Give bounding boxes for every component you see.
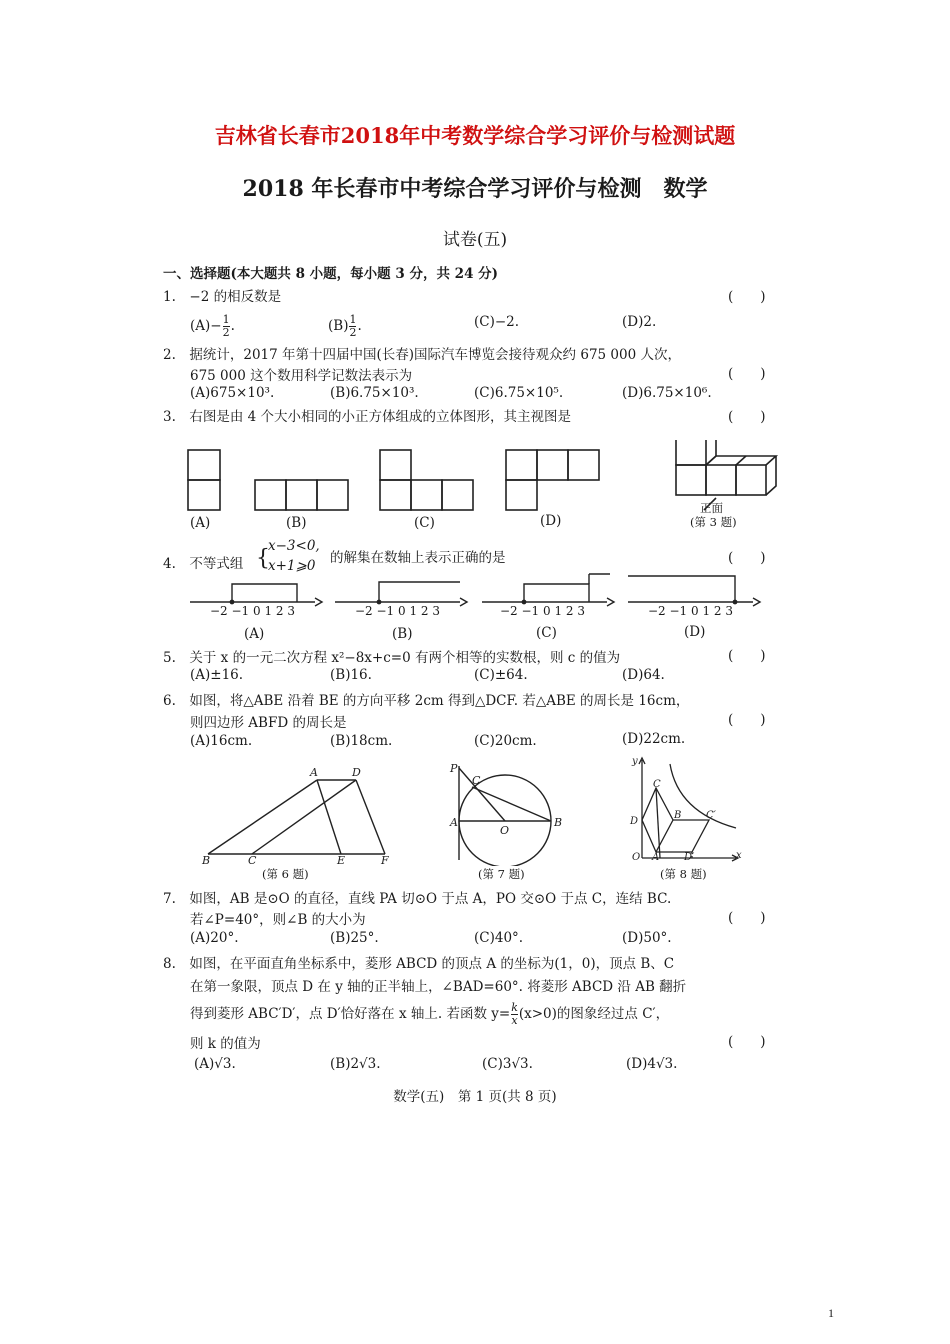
q1-option-b: (B) $\frac{1}{2}$ . bbox=[328, 313, 362, 339]
q4-option-c: (C) bbox=[536, 625, 557, 641]
q4-inequality-2: x+1⩾0 bbox=[268, 558, 316, 574]
q2-option-c: (C)6.75×10⁵. bbox=[474, 385, 564, 401]
fig8-label-a: A bbox=[652, 852, 660, 863]
q6-option-d: (D)22cm. bbox=[622, 731, 686, 747]
q8-stem-line3: 得到菱形 ABC′D′，点 D′恰好落在 x 轴上. 若函数 y= $\frac{k}{x}$ (x>0)的图象经过点 C′， bbox=[190, 1001, 670, 1027]
q7-answer-blank: ( ) bbox=[728, 910, 766, 926]
fig6-label-d: D bbox=[352, 766, 361, 779]
q1-option-c: (C)−2. bbox=[474, 314, 520, 330]
q3-option-c-view bbox=[380, 450, 411, 480]
fig8-label-c: C bbox=[653, 779, 661, 790]
q3-option-d-view bbox=[506, 450, 537, 480]
fig7-caption: (第 7 题) bbox=[478, 867, 525, 881]
q8-stem-line1: 8. 如图，在平面直角坐标系中，菱形 ABCD 的顶点 A 的坐标为(1，0)，顶点 B、C bbox=[163, 956, 675, 972]
fig6-label-f: F bbox=[381, 854, 389, 866]
q3-caption: (第 3 题) bbox=[690, 515, 737, 529]
q8-option-c: (C)3√3. bbox=[482, 1056, 533, 1072]
page-number: 1 bbox=[828, 1306, 834, 1320]
q3-front-label: 正面 bbox=[700, 501, 723, 515]
q2-option-a: (A)675×10³. bbox=[190, 385, 275, 401]
fig6-label-e: E bbox=[337, 854, 346, 866]
q2-option-b: (B)6.75×10³. bbox=[330, 385, 419, 401]
q3-solid-figure bbox=[676, 440, 776, 510]
q3-stem: 3. 右图是由 4 个大小相同的小正方体组成的立体图形，其主视图是 bbox=[163, 409, 572, 425]
q1-answer-blank: ( ) bbox=[728, 289, 766, 305]
q4-option-d: (D) bbox=[684, 624, 706, 640]
q4-ticks-c: −2 −1 0 1 2 3 bbox=[500, 604, 585, 618]
q4-inequality-1: x−3<0, bbox=[268, 538, 320, 554]
q4-answer-blank: ( ) bbox=[728, 550, 766, 566]
fig7-label-a: A bbox=[450, 816, 458, 829]
q1-option-d: (D)2. bbox=[622, 314, 657, 330]
q5-stem: 5. 关于 x 的一元二次方程 x²−8x+c=0 有两个相等的实数根，则 c 的值为 bbox=[163, 650, 621, 666]
exam-title: 2018 年长春市中考综合学习评价与检测 数学 bbox=[242, 176, 708, 202]
q2-option-d: (D)6.75×10⁶. bbox=[622, 385, 712, 401]
fig6-label-c: C bbox=[248, 854, 257, 866]
q4-ticks-a: −2 −1 0 1 2 3 bbox=[210, 604, 295, 618]
figure-8 bbox=[626, 754, 746, 866]
page-footer: 数学(五) 第 1 页(共 8 页) bbox=[393, 1089, 557, 1105]
q7-option-c: (C)40°. bbox=[474, 930, 524, 946]
fig7-label-b: B bbox=[554, 816, 563, 829]
q1-stem: 1. −2 的相反数是 bbox=[163, 289, 282, 305]
q7-option-a: (A)20°. bbox=[190, 930, 239, 946]
q5-option-b: (B)16. bbox=[330, 667, 372, 683]
fig8-caption: (第 8 题) bbox=[660, 867, 707, 881]
q3-option-b: (B) bbox=[286, 515, 307, 531]
figure-7 bbox=[448, 760, 568, 866]
q8-option-b: (B)2√3. bbox=[330, 1056, 381, 1072]
q6-option-b: (B)18cm. bbox=[330, 733, 393, 749]
q4-stem-pre: 4. 不等式组 bbox=[163, 556, 244, 572]
q7-stem-line2: 若∠P=40°，则∠B 的大小为 bbox=[190, 912, 366, 928]
fig8-label-cp: C′ bbox=[706, 810, 716, 821]
q5-option-c: (C)±64. bbox=[474, 667, 528, 683]
q3-option-c: (C) bbox=[414, 515, 435, 531]
q8-stem-line4: 则 k 的值为 bbox=[190, 1036, 261, 1052]
q6-answer-blank: ( ) bbox=[728, 712, 766, 728]
q8-answer-blank: ( ) bbox=[728, 1034, 766, 1050]
section-heading: 一、选择题(本大题共 8 小题，每小题 3 分，共 24 分) bbox=[163, 266, 499, 282]
fig7-label-c: C bbox=[472, 774, 481, 787]
q6-option-c: (C)20cm. bbox=[474, 733, 537, 749]
q6-stem-line2: 则四边形 ABFD 的周长是 bbox=[190, 715, 347, 731]
q3-option-b-view bbox=[255, 480, 286, 510]
fig6-caption: (第 6 题) bbox=[262, 867, 309, 881]
fig8-label-o: O bbox=[632, 852, 641, 863]
q3-option-d: (D) bbox=[540, 513, 562, 529]
q6-option-a: (A)16cm. bbox=[190, 733, 253, 749]
document-title: 吉林省长春市2018年中考数学综合学习评价与检测试题 bbox=[214, 123, 736, 148]
q5-option-d: (D)64. bbox=[622, 667, 665, 683]
q4-stem-post: 的解集在数轴上表示正确的是 bbox=[330, 550, 506, 566]
q7-option-d: (D)50°. bbox=[622, 930, 672, 946]
q7-stem-line1: 7. 如图，AB 是⊙O 的直径，直线 PA 切⊙O 于点 A，PO 交⊙O 于点 C，连结 BC. bbox=[163, 891, 672, 907]
q8-stem-line2: 在第一象限，顶点 D 在 y 轴的正半轴上，∠BAD=60°. 将菱形 ABCD 沿 AB 翻折 bbox=[190, 979, 687, 995]
q3-option-a: (A) bbox=[190, 515, 211, 531]
figure-6 bbox=[200, 762, 400, 866]
q1-option-a: (A)− $\frac{1}{2}$ . bbox=[190, 313, 235, 339]
q2-answer-blank: ( ) bbox=[728, 366, 766, 382]
q8-option-a: (A)√3. bbox=[194, 1056, 236, 1072]
q3-option-a-view bbox=[188, 450, 220, 480]
q5-option-a: (A)±16. bbox=[190, 667, 244, 683]
fig8-label-x: x bbox=[736, 850, 742, 861]
fig8-label-d: D bbox=[630, 816, 639, 827]
q3-answer-blank: ( ) bbox=[728, 409, 766, 425]
q6-stem-line1: 6. 如图，将△ABE 沿着 BE 的方向平移 2cm 得到△DCF. 若△ABE 的周长是 16cm， bbox=[163, 693, 690, 709]
fig7-label-p: P bbox=[450, 762, 458, 775]
q4-brace: { bbox=[256, 546, 270, 571]
q4-ticks-d: −2 −1 0 1 2 3 bbox=[648, 604, 733, 618]
q2-stem-line2: 675 000 这个数用科学记数法表示为 bbox=[190, 368, 413, 384]
q4-option-b: (B) bbox=[392, 626, 413, 642]
fig8-label-dp: D′ bbox=[684, 852, 695, 863]
fig6-label-b: B bbox=[202, 854, 211, 866]
fig6-label-a: A bbox=[310, 766, 318, 779]
q7-option-b: (B)25°. bbox=[330, 930, 379, 946]
q5-answer-blank: ( ) bbox=[728, 648, 766, 664]
q2-stem-line1: 2. 据统计，2017 年第十四届中国(长春)国际汽车博览会接待观众约 675 000 人次， bbox=[163, 347, 681, 363]
paper-number: 试卷(五) bbox=[442, 230, 508, 250]
q8-option-d: (D)4√3. bbox=[626, 1056, 678, 1072]
fig8-label-b: B bbox=[674, 810, 682, 821]
q4-ticks-b: −2 −1 0 1 2 3 bbox=[355, 604, 440, 618]
fig7-label-o: O bbox=[500, 824, 510, 837]
fig8-label-y: y bbox=[632, 756, 638, 767]
q4-option-a: (A) bbox=[244, 626, 265, 642]
